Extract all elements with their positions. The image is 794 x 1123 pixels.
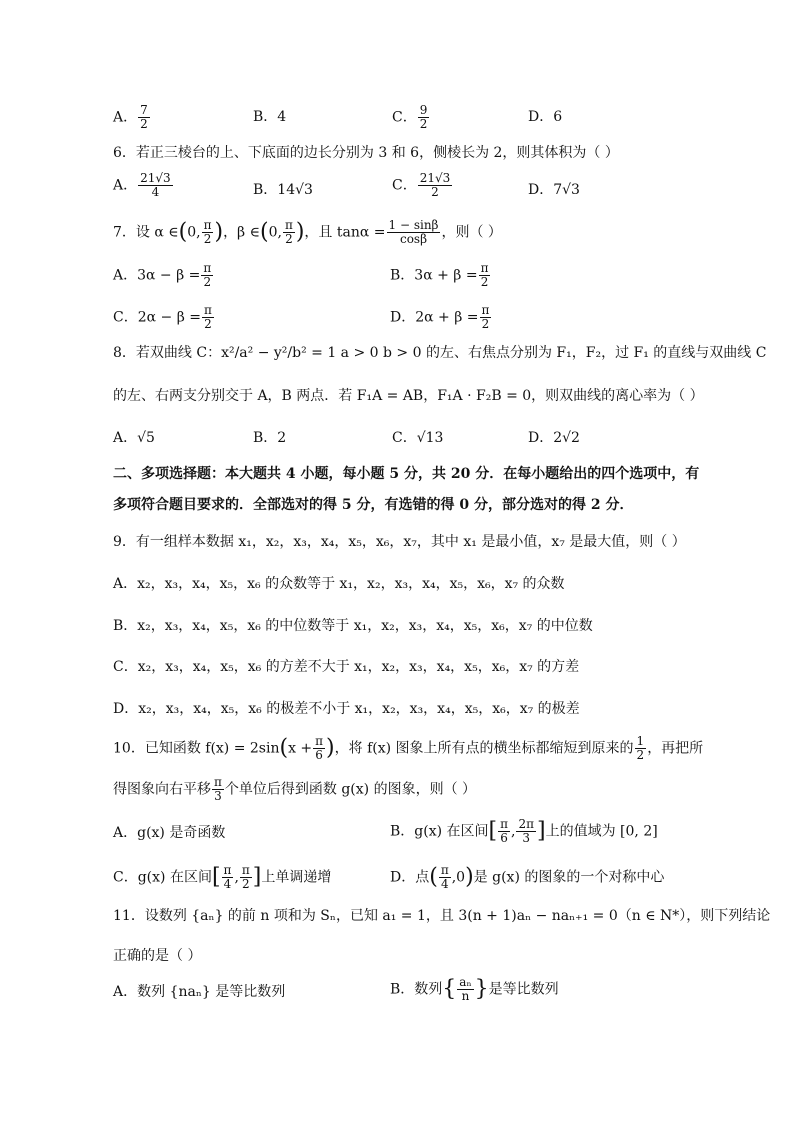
q7-option-c: C．2α − β = $\frac{\pi}{2}$ xyxy=(113,303,212,331)
q10-option-b: B．g(x) 在区间[ $\frac{\pi}{6}$ , $\frac{2\pi}{3}$ ]上的值域为 [0, 2] xyxy=(390,817,658,845)
q6-option-d: D．7√3 xyxy=(528,182,580,198)
q10-option-a: A．g(x) 是奇函数 xyxy=(113,825,226,841)
q7-option-a: A．3α − β = $\frac{\pi}{2}$ xyxy=(113,261,212,289)
q6-option-c: C． $\frac{21√3}{2}$ xyxy=(392,171,451,199)
q8-option-c: C．√13 xyxy=(392,430,444,446)
q5-option-a: A． $\frac{7}{2}$ xyxy=(113,103,148,131)
q11-option-a: A．数列 {naₙ} 是等比数列 xyxy=(113,984,286,1000)
q8-stem-line1: 8．若双曲线 C：x²/a² − y²/b² = 1 a > 0 b > 0 的左、右焦点分别为 F₁，F₂，过 F₁ 的直线与双曲线 C xyxy=(113,345,767,361)
q6-option-a: A． $\frac{21√3}{4}$ xyxy=(113,171,171,199)
q6-option-b: B．14√3 xyxy=(253,182,313,198)
q7-option-b: B．3α + β = $\frac{\pi}{2}$ xyxy=(390,261,489,289)
q8-option-b: B．2 xyxy=(253,430,287,446)
q7-stem: 7．设 α ∈(0, $\frac{\pi}{2}$ )，β ∈(0, $\frac{\pi}{2}$ )，且 tanα = $\frac{1 - \sin\beta}{\cos\beta}$ ，则（ ） xyxy=(113,218,502,246)
q9-option-d: D．x₂，x₃，x₄，x₅，x₆ 的极差不小于 x₁，x₂，x₃，x₄，x₅，x₆，x₇ 的极差 xyxy=(113,701,580,717)
q7-option-d: D．2α + β = $\frac{\pi}{2}$ xyxy=(390,303,490,331)
q11-option-b: B．数列{ $\frac{\text{aₙ}}{n}$ }是等比数列 xyxy=(390,975,559,1003)
q10-option-c: C．g(x) 在区间[ $\frac{\pi}{4}$ , $\frac{\pi}{2}$ ]上单调递增 xyxy=(113,863,332,891)
q11-stem-line1: 11．设数列 {aₙ} 的前 n 项和为 Sₙ，已知 a₁ = 1，且 3(n + 1)aₙ − naₙ₊₁ = 0（n ∈ N*），则下列结论 xyxy=(113,908,771,924)
q5-option-a-fraction: $\frac{7}{2}$ xyxy=(140,103,148,131)
q9-option-a: A．x₂，x₃，x₄，x₅，x₆ 的众数等于 x₁，x₂，x₃，x₄，x₅，x₆，x₇ 的众数 xyxy=(113,576,565,592)
q11-stem-line2: 正确的是（ ） xyxy=(113,948,202,964)
q9-option-c: C．x₂，x₃，x₄，x₅，x₆ 的方差不大于 x₁，x₂，x₃，x₄，x₅，x₆，x₇ 的方差 xyxy=(113,659,580,675)
q8-option-a: A．√5 xyxy=(113,430,155,446)
q6-stem: 6．若正三棱台的上、下底面的边长分别为 3 和 6，侧棱长为 2，则其体积为（ ） xyxy=(113,145,619,161)
q10-option-d: D．点( $\frac{\pi}{4}$ ,0)是 g(x) 的图象的一个对称中心 xyxy=(390,863,665,891)
q5-option-c: C． $\frac{9}{2}$ xyxy=(392,103,428,131)
q5-option-c-fraction: $\frac{9}{2}$ xyxy=(419,103,428,131)
q8-stem-line2: 的左、右两支分别交于 A，B 两点．若 F₁A = AB，F₁A · F₂B = 0，则双曲线的离心率为（ ） xyxy=(113,388,704,404)
q10-stem-line2: 得图象向右平移 $\frac{\pi}{3}$ 个单位后得到函数 g(x) 的图象，则（ ） xyxy=(113,775,477,803)
q8-option-d: D．2√2 xyxy=(528,430,580,446)
q10-stem-line1: 10．已知函数 f(x) = 2sin(x + $\frac{\pi}{6}$ )，将 f(x) 图象上所有点的横坐标都缩短到原来的 $\frac{1}{2}$ ，再把所 xyxy=(113,734,704,762)
q9-option-b: B．x₂，x₃，x₄，x₅，x₆ 的中位数等于 x₁，x₂，x₃，x₄，x₅，x₆，x₇ 的中位数 xyxy=(113,618,593,634)
q5-option-d: D．6 xyxy=(528,109,563,125)
q9-stem: 9．有一组样本数据 x₁，x₂，x₃，x₄，x₅，x₆，x₇，其中 x₁ 是最小值，x₇ 是最大值，则（ ） xyxy=(113,534,686,550)
q5-option-b: B．4 xyxy=(253,109,287,125)
section2-heading-line2: 多项符合题目要求的．全部选对的得 5 分，有选错的得 0 分，部分选对的得 2 分． xyxy=(113,497,634,513)
section2-heading-line1: 二、多项选择题：本大题共 4 小题，每小题 5 分，共 20 分．在每小题给出的四个选项中，有 xyxy=(113,466,700,482)
